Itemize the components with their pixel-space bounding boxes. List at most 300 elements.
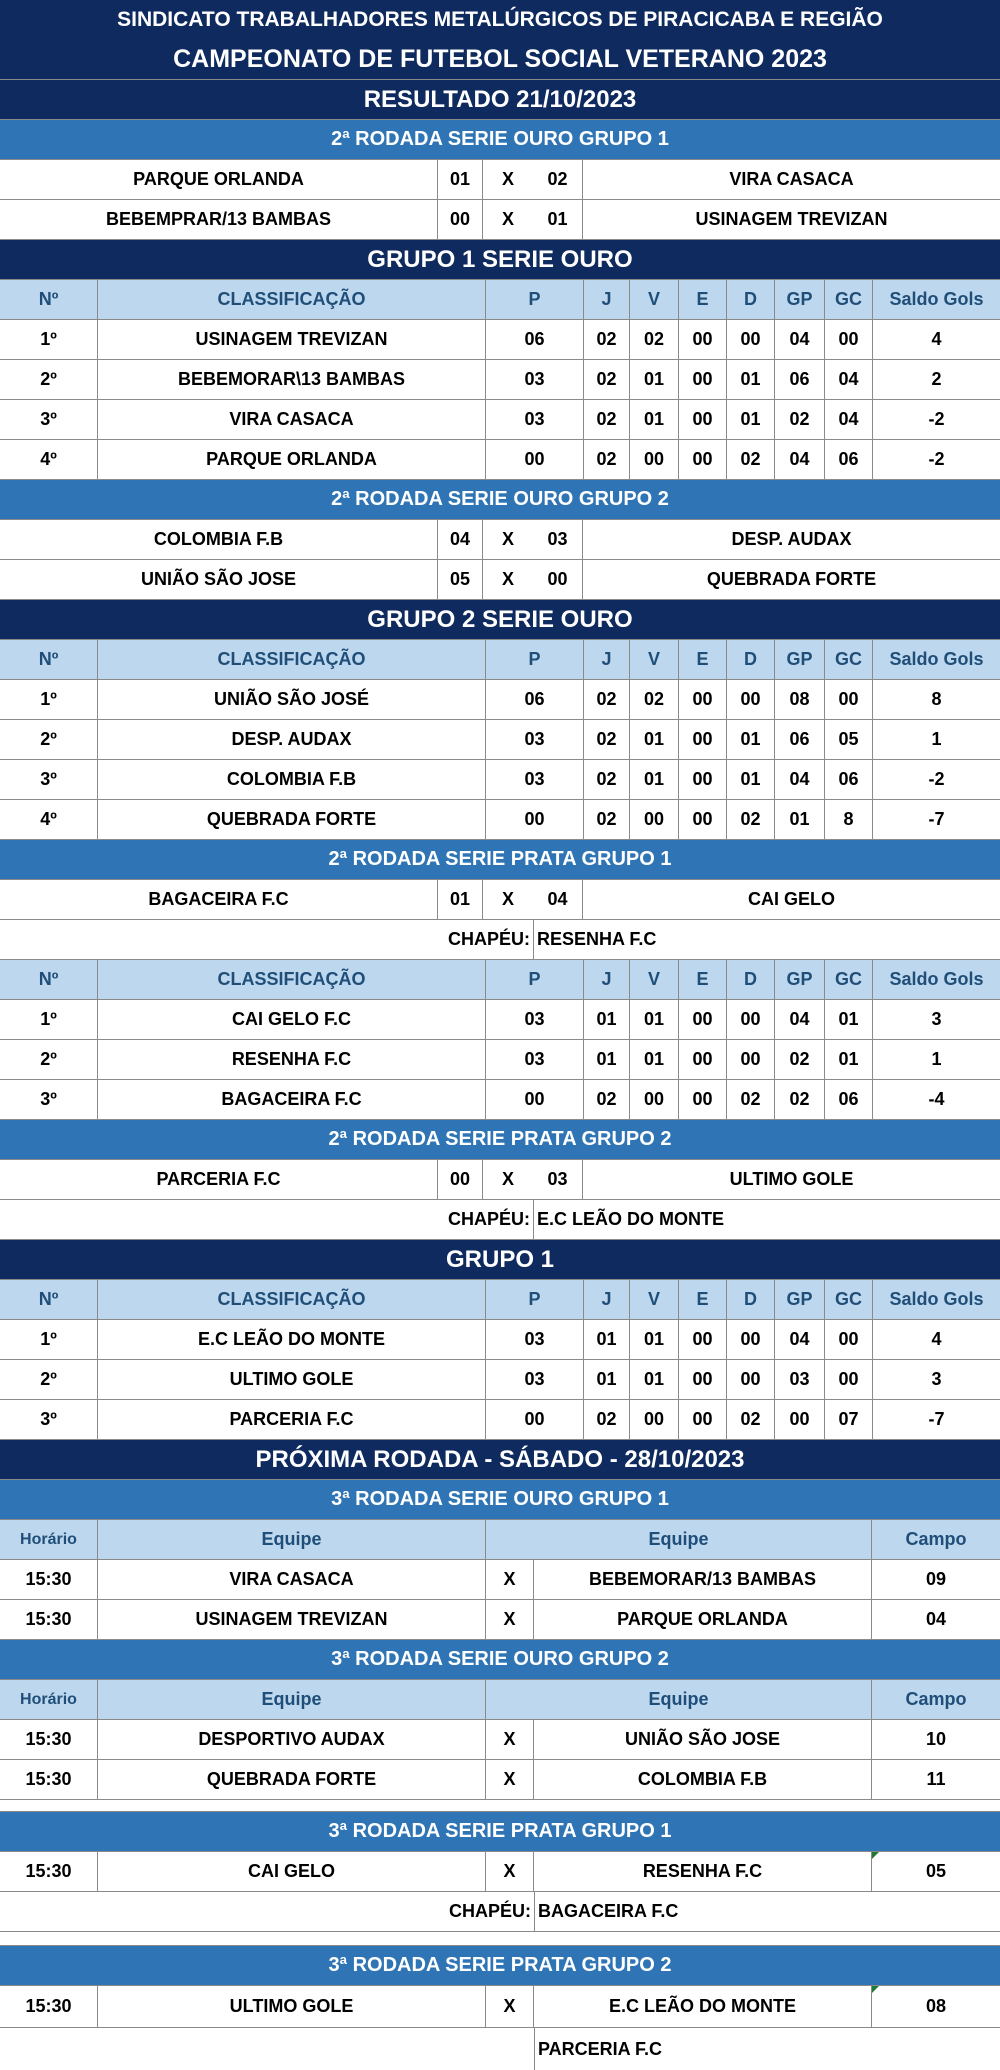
cell-played: 02	[584, 440, 630, 479]
table-row	[0, 1320, 1000, 1360]
next-ouro1-title	[0, 1480, 1000, 1520]
cell-pos: 1º	[0, 320, 98, 359]
cell-pos: 3º	[0, 760, 98, 799]
away-team: CAI GELO	[747, 889, 835, 909]
org-title-text: SINDICATO TRABALHADORES METALÚRGICOS DE PIRACICABA E REGIÃO	[117, 8, 883, 31]
home-team: UNIÃO SÃO JOSE	[0, 560, 438, 599]
standings-header	[0, 960, 1000, 1000]
cell-pos: 3º	[0, 1400, 98, 1439]
schedule-row	[0, 1986, 1000, 2028]
game-home: ULTIMO GOLE	[98, 1986, 486, 2027]
cell-won: 01	[630, 1360, 679, 1399]
away-team: USINAGEM TREVIZAN	[695, 209, 888, 229]
cell-lost: 02	[727, 440, 775, 479]
table-row	[0, 1360, 1000, 1400]
col-won: V	[630, 640, 679, 679]
home-score: 05	[438, 560, 483, 599]
cell-points: 03	[486, 760, 584, 799]
versus-mark: X	[501, 209, 514, 229]
next-ouro2-title-text: 3ª RODADA SERIE OURO GRUPO 2	[331, 1648, 669, 1670]
col-team: CLASSIFICAÇÃO	[98, 640, 486, 679]
cell-lost: 00	[727, 1040, 775, 1079]
cell-played: 01	[584, 1000, 630, 1039]
cell-team: DESP. AUDAX	[98, 720, 486, 759]
result-row	[0, 160, 1000, 200]
cell-ga: 06	[825, 1080, 873, 1119]
schedule-header	[0, 1520, 1000, 1560]
cell-won: 01	[630, 1040, 679, 1079]
cell-team: VIRA CASACA	[98, 400, 486, 439]
cell-played: 02	[584, 400, 630, 439]
next-round-title	[0, 1440, 1000, 1480]
cell-points: 00	[486, 1400, 584, 1439]
next-ouro1-title-text: 3ª RODADA SERIE OURO GRUPO 1	[331, 1488, 669, 1510]
ouro2-round-title	[0, 480, 1000, 520]
cell-ga: 06	[825, 440, 873, 479]
result-date-bar	[0, 80, 1000, 120]
col-lost: D	[727, 280, 775, 319]
cell-gf: 03	[775, 1360, 825, 1399]
cell-points: 03	[486, 1320, 584, 1359]
next-prata2-title	[0, 1946, 1000, 1986]
versus-mark: X	[501, 1169, 514, 1189]
game-home: USINAGEM TREVIZAN	[98, 1600, 486, 1639]
cell-ga: 01	[825, 1000, 873, 1039]
col-gd: Saldo Gols	[889, 969, 984, 989]
home-team: BEBEMPRAR/13 BAMBAS	[0, 200, 438, 239]
cell-gf: 02	[775, 1080, 825, 1119]
cell-points: 00	[486, 800, 584, 839]
spacer	[0, 1932, 1000, 1946]
game-field: 11	[926, 1769, 946, 1789]
col-home: Equipe	[98, 1520, 486, 1559]
cell-ga: 07	[825, 1400, 873, 1439]
table-row	[0, 1400, 1000, 1440]
cell-gf: 06	[775, 720, 825, 759]
cell-team: USINAGEM TREVIZAN	[98, 320, 486, 359]
cell-played: 02	[584, 320, 630, 359]
cell-played: 01	[584, 1360, 630, 1399]
game-time: 15:30	[0, 1600, 98, 1639]
cell-team: BEBEMORAR\13 BAMBAS	[98, 360, 486, 399]
cell-gd: -7	[928, 809, 945, 829]
away-team: VIRA CASACA	[729, 169, 854, 189]
schedule-row	[0, 1760, 1000, 1800]
prata2-round-title-text: 2ª RODADA SERIE PRATA GRUPO 2	[328, 1128, 672, 1150]
cell-lost: 02	[727, 1400, 775, 1439]
game-field: 09	[925, 1569, 947, 1589]
cell-pos: 3º	[0, 400, 98, 439]
col-lost: D	[727, 1280, 775, 1319]
cell-gf: 04	[775, 760, 825, 799]
col-ga: GC	[825, 1280, 873, 1319]
result-row	[0, 880, 1000, 920]
cell-points: 03	[486, 1360, 584, 1399]
ouro1-table-title-text: GRUPO 1 SERIE OURO	[367, 245, 633, 273]
cell-lost: 01	[727, 760, 775, 799]
game-time: 15:30	[0, 1760, 98, 1799]
versus-mark: X	[486, 1760, 534, 1799]
home-score: 00	[438, 200, 483, 239]
game-time: 15:30	[0, 1852, 98, 1891]
result-date-text: RESULTADO 21/10/2023	[363, 85, 637, 113]
col-field: Campo	[905, 1689, 967, 1709]
cell-pos: 4º	[0, 800, 98, 839]
cell-won: 02	[630, 680, 679, 719]
cell-played: 02	[584, 680, 630, 719]
cell-pos: 1º	[0, 680, 98, 719]
col-played: J	[584, 280, 630, 319]
versus-mark: X	[501, 889, 514, 909]
cell-points: 03	[486, 400, 584, 439]
cell-points: 06	[486, 680, 584, 719]
bye-row	[0, 920, 1000, 960]
away-score: 00	[533, 560, 583, 599]
cell-played: 01	[584, 1040, 630, 1079]
schedule-row	[0, 1852, 1000, 1892]
game-away: PARQUE ORLANDA	[534, 1600, 872, 1639]
cell-lost: 01	[727, 400, 775, 439]
table-row	[0, 440, 1000, 480]
versus-mark: X	[501, 529, 514, 549]
col-drawn: E	[679, 280, 727, 319]
versus-mark: X	[486, 1600, 534, 1639]
cell-gf: 06	[775, 360, 825, 399]
cell-drawn: 00	[679, 1400, 727, 1439]
cell-gd: 3	[931, 1009, 942, 1029]
home-team: PARCERIA F.C	[0, 1160, 438, 1199]
col-away: Equipe	[486, 1520, 872, 1559]
col-points: P	[486, 640, 584, 679]
cell-ga: 04	[825, 400, 873, 439]
ouro2-table-title-text: GRUPO 2 SERIE OURO	[367, 605, 633, 633]
spacer	[0, 1800, 1000, 1812]
result-row	[0, 520, 1000, 560]
cell-ga: 06	[825, 760, 873, 799]
table-row	[0, 1040, 1000, 1080]
cell-ga: 05	[825, 720, 873, 759]
cell-pos: 4º	[0, 440, 98, 479]
cell-played: 01	[584, 1320, 630, 1359]
bye-team: RESENHA F.C	[533, 920, 1000, 959]
col-lost: D	[727, 640, 775, 679]
cell-ga: 01	[825, 1040, 873, 1079]
away-score: 03	[533, 1160, 583, 1199]
cell-gd: -7	[928, 1409, 945, 1429]
game-field	[872, 1986, 1000, 2027]
away-score: 02	[533, 160, 583, 199]
col-points: P	[486, 960, 584, 999]
col-played: J	[584, 960, 630, 999]
cell-drawn: 00	[679, 360, 727, 399]
game-home: QUEBRADA FORTE	[98, 1760, 486, 1799]
col-gd: Saldo Gols	[889, 1289, 984, 1309]
versus-mark: X	[501, 169, 514, 189]
cell-comment-marker	[872, 1986, 879, 1993]
bye-team: PARCERIA F.C	[534, 2028, 1000, 2070]
cell-gd: 3	[931, 1369, 942, 1389]
col-drawn: E	[679, 960, 727, 999]
home-team: COLOMBIA F.B	[0, 520, 438, 559]
cell-gf: 02	[775, 1040, 825, 1079]
result-row	[0, 560, 1000, 600]
game-time: 15:30	[0, 1720, 98, 1759]
next-prata1-title	[0, 1812, 1000, 1852]
cell-ga: 00	[825, 320, 873, 359]
game-field-value: 05	[925, 1861, 947, 1881]
col-gd: Saldo Gols	[889, 649, 984, 669]
cell-team: PARQUE ORLANDA	[98, 440, 486, 479]
table-row	[0, 760, 1000, 800]
cell-gd: -2	[928, 769, 945, 789]
bye-label: CHAPÉU:	[447, 1209, 530, 1229]
cell-team: CAI GELO F.C	[98, 1000, 486, 1039]
col-points: P	[486, 1280, 584, 1319]
home-team: BAGACEIRA F.C	[0, 880, 438, 919]
col-won: V	[630, 280, 679, 319]
cell-gf: 00	[775, 1400, 825, 1439]
home-team: PARQUE ORLANDA	[0, 160, 438, 199]
cell-lost: 01	[727, 720, 775, 759]
game-away: E.C LEÃO DO MONTE	[534, 1986, 872, 2027]
next-prata2-title-text: 3ª RODADA SERIE PRATA GRUPO 2	[328, 1954, 672, 1976]
cell-team: QUEBRADA FORTE	[98, 800, 486, 839]
table-row	[0, 1080, 1000, 1120]
cell-gf: 04	[775, 1320, 825, 1359]
away-team: DESP. AUDAX	[731, 529, 852, 549]
cell-points: 03	[486, 1000, 584, 1039]
cell-won: 01	[630, 400, 679, 439]
ouro1-round-title-text: 2ª RODADA SERIE OURO GRUPO 1	[331, 128, 669, 150]
table-row	[0, 400, 1000, 440]
cell-pos: 2º	[0, 1040, 98, 1079]
home-score: 04	[438, 520, 483, 559]
table-row	[0, 800, 1000, 840]
cell-won: 01	[630, 1320, 679, 1359]
ouro1-table-title	[0, 240, 1000, 280]
prata1-round-title-text: 2ª RODADA SERIE PRATA GRUPO 1	[328, 848, 672, 870]
cell-drawn: 00	[679, 1360, 727, 1399]
col-gf: GP	[775, 280, 825, 319]
cell-drawn: 00	[679, 680, 727, 719]
col-drawn: E	[679, 640, 727, 679]
game-home: CAI GELO	[98, 1852, 486, 1891]
game-field: 10	[925, 1729, 947, 1749]
cell-gd: 8	[931, 689, 942, 709]
table-row	[0, 320, 1000, 360]
bye-row	[0, 2028, 1000, 2070]
cell-played: 02	[584, 760, 630, 799]
cell-won: 00	[630, 800, 679, 839]
cell-points: 00	[486, 440, 584, 479]
cell-lost: 02	[727, 800, 775, 839]
col-pos: Nº	[0, 640, 98, 679]
game-away: COLOMBIA F.B	[534, 1760, 872, 1799]
cell-won: 01	[630, 720, 679, 759]
game-away: UNIÃO SÃO JOSE	[534, 1720, 872, 1759]
versus-mark: X	[486, 1560, 534, 1599]
bye-team: E.C LEÃO DO MONTE	[533, 1200, 1000, 1239]
cell-gd: 1	[931, 729, 942, 749]
col-time: Horário	[0, 1520, 98, 1559]
cell-gf: 01	[775, 800, 825, 839]
championship-title-text: CAMPEONATO DE FUTEBOL SOCIAL VETERANO 2023	[173, 45, 827, 73]
cell-team: RESENHA F.C	[98, 1040, 486, 1079]
col-gf: GP	[775, 1280, 825, 1319]
cell-lost: 00	[727, 320, 775, 359]
col-lost: D	[727, 960, 775, 999]
cell-pos: 2º	[0, 1360, 98, 1399]
prata2-table-title	[0, 1240, 1000, 1280]
cell-points: 00	[486, 1080, 584, 1119]
away-team: QUEBRADA FORTE	[706, 569, 877, 589]
cell-won: 00	[630, 1080, 679, 1119]
ouro2-round-title-text: 2ª RODADA SERIE OURO GRUPO 2	[331, 488, 669, 510]
cell-won: 02	[630, 320, 679, 359]
cell-drawn: 00	[679, 320, 727, 359]
cell-team: BAGACEIRA F.C	[98, 1080, 486, 1119]
col-played: J	[584, 1280, 630, 1319]
cell-drawn: 00	[679, 1080, 727, 1119]
cell-ga: 00	[825, 680, 873, 719]
next-prata1-title-text: 3ª RODADA SERIE PRATA GRUPO 1	[328, 1820, 672, 1842]
game-field-value: 08	[925, 1996, 947, 2016]
cell-won: 01	[630, 1000, 679, 1039]
cell-drawn: 00	[679, 800, 727, 839]
col-won: V	[630, 960, 679, 999]
prata1-round-title	[0, 840, 1000, 880]
home-score: 01	[438, 880, 483, 919]
cell-drawn: 00	[679, 440, 727, 479]
col-home: Equipe	[98, 1680, 486, 1719]
standings-header	[0, 1280, 1000, 1320]
col-played: J	[584, 640, 630, 679]
cell-gf: 08	[775, 680, 825, 719]
schedule-row	[0, 1720, 1000, 1760]
game-field: 04	[925, 1609, 947, 1629]
cell-gd: 4	[931, 1329, 942, 1349]
prata2-round-title	[0, 1120, 1000, 1160]
col-won: V	[630, 1280, 679, 1319]
next-round-title-text: PRÓXIMA RODADA - SÁBADO - 28/10/2023	[255, 1445, 745, 1473]
table-row	[0, 680, 1000, 720]
cell-won: 01	[630, 760, 679, 799]
col-team: CLASSIFICAÇÃO	[98, 960, 486, 999]
game-time: 15:30	[0, 1560, 98, 1599]
cell-gf: 04	[775, 320, 825, 359]
cell-drawn: 00	[679, 1320, 727, 1359]
col-ga: GC	[825, 640, 873, 679]
cell-pos: 2º	[0, 720, 98, 759]
cell-ga: 8	[825, 800, 873, 839]
championship-title	[0, 40, 1000, 80]
col-pos: Nº	[0, 280, 98, 319]
result-row	[0, 200, 1000, 240]
cell-gd: 1	[931, 1049, 942, 1069]
org-title	[0, 0, 1000, 40]
cell-points: 06	[486, 320, 584, 359]
col-gf: GP	[775, 640, 825, 679]
cell-team: PARCERIA F.C	[98, 1400, 486, 1439]
away-score: 01	[533, 200, 583, 239]
prata2-table-title-text: GRUPO 1	[445, 1245, 555, 1273]
cell-ga: 00	[825, 1360, 873, 1399]
next-ouro2-title	[0, 1640, 1000, 1680]
cell-played: 02	[584, 1400, 630, 1439]
cell-drawn: 00	[679, 400, 727, 439]
cell-ga: 00	[825, 1320, 873, 1359]
cell-pos: 2º	[0, 360, 98, 399]
cell-gd: -2	[928, 449, 945, 469]
game-away: RESENHA F.C	[534, 1852, 872, 1891]
bye-label: CHAPÉU:	[447, 929, 530, 949]
cell-won: 00	[630, 1400, 679, 1439]
ouro2-table-title	[0, 600, 1000, 640]
cell-lost: 00	[727, 1360, 775, 1399]
cell-drawn: 00	[679, 720, 727, 759]
cell-pos: 1º	[0, 1320, 98, 1359]
cell-lost: 01	[727, 360, 775, 399]
versus-mark: X	[501, 569, 514, 589]
cell-played: 02	[584, 800, 630, 839]
col-away: Equipe	[486, 1680, 872, 1719]
cell-gd: 4	[931, 329, 942, 349]
cell-lost: 00	[727, 680, 775, 719]
cell-ga: 04	[825, 360, 873, 399]
cell-team: E.C LEÃO DO MONTE	[98, 1320, 486, 1359]
cell-comment-marker	[872, 1852, 879, 1859]
schedule-row	[0, 1560, 1000, 1600]
cell-played: 02	[584, 720, 630, 759]
cell-gd: -4	[928, 1089, 945, 1109]
away-score: 03	[533, 520, 583, 559]
game-away: BEBEMORAR/13 BAMBAS	[534, 1560, 872, 1599]
col-ga: GC	[825, 960, 873, 999]
cell-team: COLOMBIA F.B	[98, 760, 486, 799]
cell-gf: 04	[775, 1000, 825, 1039]
cell-won: 00	[630, 440, 679, 479]
cell-won: 01	[630, 360, 679, 399]
table-row	[0, 360, 1000, 400]
cell-drawn: 00	[679, 1040, 727, 1079]
bye-label: CHAPÉU:	[448, 1901, 531, 1921]
cell-gf: 04	[775, 440, 825, 479]
away-score: 04	[533, 880, 583, 919]
cell-played: 02	[584, 360, 630, 399]
cell-points: 03	[486, 1040, 584, 1079]
standings-header	[0, 280, 1000, 320]
bye-row	[0, 1892, 1000, 1932]
col-drawn: E	[679, 1280, 727, 1319]
versus-mark: X	[486, 1720, 534, 1759]
bye-row	[0, 1200, 1000, 1240]
cell-team: UNIÃO SÃO JOSÉ	[98, 680, 486, 719]
cell-points: 03	[486, 360, 584, 399]
cell-drawn: 00	[679, 1000, 727, 1039]
cell-gd: -2	[928, 409, 945, 429]
cell-pos: 3º	[0, 1080, 98, 1119]
result-row	[0, 1160, 1000, 1200]
cell-gf: 02	[775, 400, 825, 439]
cell-lost: 00	[727, 1000, 775, 1039]
schedule-row	[0, 1600, 1000, 1640]
game-time: 15:30	[0, 1986, 98, 2027]
home-score: 00	[438, 1160, 483, 1199]
standings-header	[0, 640, 1000, 680]
col-team: CLASSIFICAÇÃO	[98, 1280, 486, 1319]
cell-played: 02	[584, 1080, 630, 1119]
cell-team: ULTIMO GOLE	[98, 1360, 486, 1399]
